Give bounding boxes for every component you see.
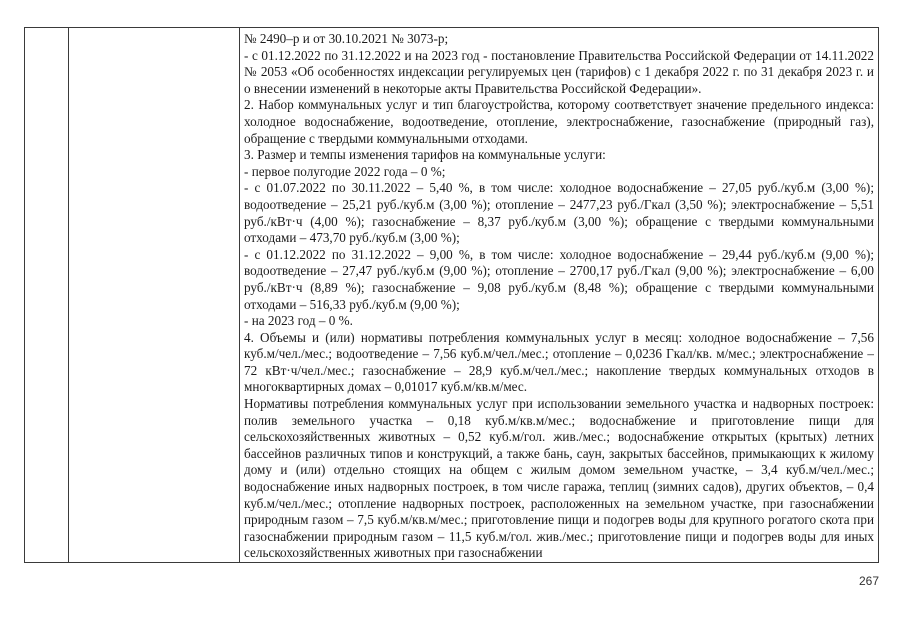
paragraph: № 2490–р и от 30.10.2021 № 3073-р; <box>244 31 449 46</box>
paragraph: 2. Набор коммунальных услуг и тип благоустройства, которому соответствует значение предельного индекса: холодное водоснабжение, водоотведение, отопление, электроснабжение, газоснабжение (природный газ), обращение с твердыми коммунальными отходами. <box>244 97 874 146</box>
paragraph: 3. Размер и темпы изменения тарифов на коммунальные услуги: <box>244 147 606 163</box>
paragraph: - на 2023 год – 0 %. <box>244 313 353 329</box>
paragraph: - первое полугодие 2022 года – 0 %; <box>244 163 446 179</box>
paragraph: - с 01.07.2022 по 30.11.2022 – 5,40 %, в том числе: холодное водоснабжение – 27,05 руб./куб.м (3,00 %); водоотведение – 25,21 руб./куб.м (3,00 %); отопление – 2477,23 руб./Гкал (3,50 %); электроснабжение – 5,51 руб./кВт·ч (4,00 %); газоснабжение – 8,37 руб./куб.м (3,00 %); обращение с твердыми коммунальными отходами – 473,70 руб./куб.м (3,00 %); <box>244 180 874 246</box>
paragraph: Нормативы потребления коммунальных услуг при использовании земельного участка и надворных построек: полив земельного участка – 0,18 куб.м/кв.м/мес.; водоснабжение и приготовление пищи для сельскохозяйственных животных – 0,52 куб.м/гол. жив./мес.; водоснабжение открытых (крытых) летних бассейнов различных типов и конструкций, а также бань, саун, закрытых бассейнов, примыкающих к жилому дому и (или) отдельно стоящих на общем с жилым домом земельном участке, – 3,4 куб.м/чел./мес.; водоснабжение иных надворных построек, в том числе гаража, теплиц (зимних садов), других объектов, – 0,4 куб.м/чел./мес.; отопление надворных построек, расположенных на земельном участке, при газоснабжении природным газом – 7,5 куб.м/кв.м/мес.; приготовление пищи и подогрев воды для крупного рогатого скота при газоснабжении природным газом – 11,5 куб.м/гол. жив./мес.; приготовление пищи и подогрев воды для иных сельскохозяйственных животных при газоснабжении <box>244 396 874 561</box>
page-number: 267 <box>858 574 879 588</box>
column-divider-1 <box>68 28 69 562</box>
paragraph: - с 01.12.2022 по 31.12.2022 и на 2023 год - постановление Правительства Российской Федерации от 14.11.2022 № 2053 «Об особенностях индексации регулируемых цен (тарифов) с 1 декабря 2022 г. по 31 декабря 2023 г. и о внесении изменений в некоторые акты Правительства Российской Федерации». <box>244 47 874 96</box>
document-table <box>24 27 879 563</box>
column-divider-2 <box>239 28 240 562</box>
paragraph: 4. Объемы и (или) нормативы потребления коммунальных услуг в месяц: холодное водоснабжение – 7,56 куб.м/чел./мес.; водоотведение – 7,56 куб.м/чел./мес.; отопление – 0,0236 Гкал/кв. м/мес.; электроснабжение – 72 кВт·ч/чел./мес.; газоснабжение – 28,9 куб.м/чел./мес.; накопление твердых коммунальных отходов в многоквартирных домах – 0,01017 куб.м/кв.м/мес. <box>244 329 874 395</box>
table-cell-content <box>244 31 874 562</box>
paragraph: - с 01.12.2022 по 31.12.2022 – 9,00 %, в том числе: холодное водоснабжение – 29,44 руб./куб.м (9,00 %); водоотведение – 27,47 руб./куб.м (9,00 %); отопление – 2700,17 руб./Гкал (9,00 %); электроснабжение – 6,00 руб./кВт·ч (8,89 %); газоснабжение – 9,08 руб./куб.м (8,48 %); обращение с твердыми коммунальными отходами – 516,33 руб./куб.м (9,00 %); <box>244 246 874 312</box>
